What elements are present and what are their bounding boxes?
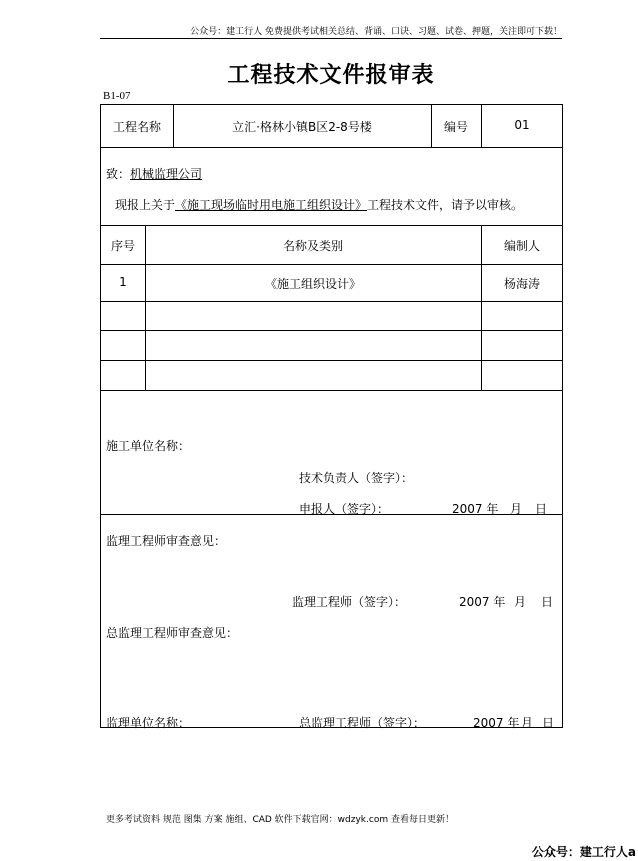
chief-signature-label: 总监理工程师（签字）： bbox=[299, 716, 426, 730]
tech-lead-label: 技术负责人（签字）： bbox=[299, 471, 414, 485]
review-form bbox=[100, 104, 563, 728]
applicant-label: 申报人（签字）： bbox=[299, 502, 390, 516]
addressee-value: 机械监理公司 bbox=[130, 167, 203, 181]
contractor-unit-label: 施工单位名称： bbox=[106, 439, 191, 453]
project-number-value: 01 bbox=[514, 118, 530, 132]
chief-opinion-label: 总监理工程师审查意见： bbox=[106, 626, 239, 640]
header-rule bbox=[100, 38, 562, 39]
table-header-index: 序号 bbox=[110, 239, 135, 253]
table-header-name: 名称及类别 bbox=[282, 239, 343, 253]
addressee bbox=[106, 165, 202, 182]
contractor-date-year: 2007 年 bbox=[452, 502, 499, 516]
addressee-label: 致： bbox=[106, 167, 131, 181]
header-note: 公众号：建工行人 免费提供考试相关总结、背诵、口诀、习题、试卷、押题，关注即可下载！ bbox=[190, 27, 562, 37]
form-code: B1-07 bbox=[103, 90, 131, 102]
project-name-label: 工程名称 bbox=[112, 120, 161, 134]
project-name-value: 立汇·格林小镇B区2-8号楼 bbox=[232, 120, 372, 134]
contractor-date-day: 日 bbox=[535, 502, 548, 516]
submission-line bbox=[115, 196, 523, 213]
chief-date-month: 月 bbox=[521, 716, 534, 730]
submitted-file-name: 《施工现场临时用电施工组织设计》 bbox=[175, 198, 368, 212]
row-divider bbox=[101, 264, 562, 265]
table-cell-author: 杨海涛 bbox=[503, 277, 540, 291]
row-divider bbox=[101, 360, 562, 361]
table-cell-name: 《施工组织设计》 bbox=[264, 277, 361, 291]
table-cell-index: 1 bbox=[119, 275, 127, 289]
footer-note: 更多考试资料 规范 图集 方案 施组、CAD 软件下载官网：wdzyk.com 查看每日更新！ bbox=[106, 815, 454, 825]
form-title: 工程技术文件报审表 bbox=[227, 62, 435, 88]
row-divider bbox=[101, 225, 562, 226]
supervisor-date-day: 日 bbox=[541, 595, 554, 609]
row-divider bbox=[101, 301, 562, 302]
brand-watermark: 公众号：建工行人a bbox=[531, 845, 636, 859]
supervisor-date-month: 月 bbox=[514, 595, 527, 609]
row-divider bbox=[101, 390, 562, 391]
supervision-unit-label: 监理单位名称： bbox=[106, 716, 191, 730]
submission-prefix: 现报上关于 bbox=[115, 198, 176, 212]
table-header-author: 编制人 bbox=[503, 239, 540, 253]
supervisor-opinion-label: 监理工程师审查意见： bbox=[106, 534, 227, 548]
project-number-label: 编号 bbox=[443, 120, 468, 134]
contractor-date-month: 月 bbox=[510, 502, 523, 516]
supervisor-signature-label: 监理工程师（签字）： bbox=[292, 595, 407, 609]
chief-date-day: 日 bbox=[542, 716, 555, 730]
row-divider bbox=[101, 147, 562, 148]
supervisor-date-year: 2007 年 bbox=[459, 595, 506, 609]
row-divider bbox=[101, 330, 562, 331]
submission-suffix: 工程技术文件，请予以审核。 bbox=[367, 198, 524, 212]
chief-date-year: 2007 年 bbox=[473, 716, 520, 730]
